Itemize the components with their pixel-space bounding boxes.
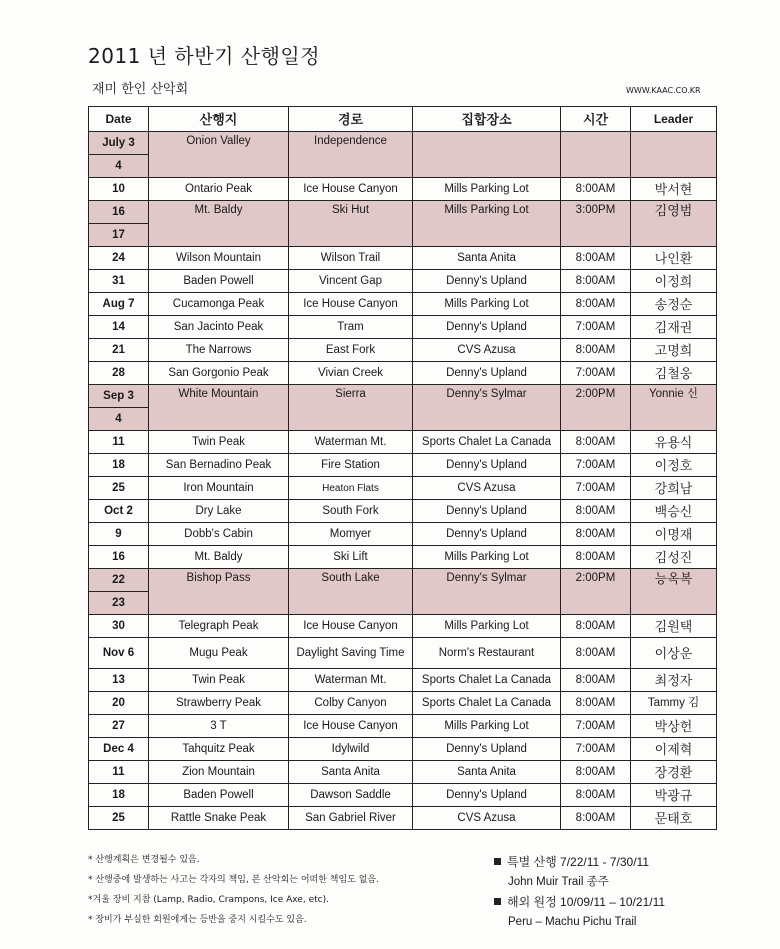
time-cell: 8:00AM xyxy=(561,546,631,569)
route-cell: Waterman Mt. xyxy=(289,431,413,454)
destination-cell: San Bernadino Peak xyxy=(149,454,289,477)
leader-cell: 이제혁 xyxy=(631,738,717,761)
destination-cell: The Narrows xyxy=(149,339,289,362)
date-cell: Dec 4 xyxy=(89,738,149,761)
header-meeting-place: 집합장소 xyxy=(413,107,561,132)
special-trip-2 xyxy=(494,892,665,912)
meeting-place-cell: Denny's Upland xyxy=(413,523,561,546)
destination-cell: Cucamonga Peak xyxy=(149,293,289,316)
date-cell: 11 xyxy=(89,761,149,784)
website-url: WWW.KAAC.CO.KR xyxy=(626,86,701,95)
time-cell: 7:00AM xyxy=(561,316,631,339)
meeting-place-cell: Mills Parking Lot xyxy=(413,201,561,247)
time-cell: 8:00AM xyxy=(561,669,631,692)
schedule-table xyxy=(88,106,717,830)
leader-cell: 고명희 xyxy=(631,339,717,362)
table-row xyxy=(89,638,717,669)
route-cell: Ice House Canyon xyxy=(289,178,413,201)
special-trips xyxy=(494,852,665,932)
date-cell: 16 xyxy=(89,201,149,224)
date-cell: 10 xyxy=(89,178,149,201)
destination-cell: Baden Powell xyxy=(149,784,289,807)
destination-cell: Onion Valley xyxy=(149,132,289,178)
route-cell: Tram xyxy=(289,316,413,339)
route-cell: Ski Hut xyxy=(289,201,413,247)
meeting-place-cell: Sports Chalet La Canada xyxy=(413,431,561,454)
leader-cell: 문태호 xyxy=(631,807,717,830)
route-cell: Dawson Saddle xyxy=(289,784,413,807)
table-row xyxy=(89,784,717,807)
meeting-place-cell: Mills Parking Lot xyxy=(413,615,561,638)
destination-cell: White Mountain xyxy=(149,385,289,431)
destination-cell: Twin Peak xyxy=(149,669,289,692)
destination-cell: Dobb's Cabin xyxy=(149,523,289,546)
time-cell: 8:00AM xyxy=(561,431,631,454)
leader-cell: 박서현 xyxy=(631,178,717,201)
destination-cell: Dry Lake xyxy=(149,500,289,523)
note-item: * 산행중에 발생하는 사고는 각자의 책임, 본 산악회는 어떠한 책임도 없음. xyxy=(88,875,379,885)
table-row xyxy=(89,454,717,477)
square-bullet-icon xyxy=(494,858,501,865)
table-row xyxy=(89,178,717,201)
leader-cell: 이명재 xyxy=(631,523,717,546)
leader-cell: Yonnie 신 xyxy=(631,385,717,431)
date-cell: 4 xyxy=(89,155,149,178)
table-row xyxy=(89,807,717,830)
route-cell: Independence xyxy=(289,132,413,178)
leader-cell: 김영범 xyxy=(631,201,717,247)
date-cell: 18 xyxy=(89,784,149,807)
meeting-place-cell: Mills Parking Lot xyxy=(413,546,561,569)
date-cell: 24 xyxy=(89,247,149,270)
destination-cell: Telegraph Peak xyxy=(149,615,289,638)
table-row xyxy=(89,669,717,692)
table-row xyxy=(89,431,717,454)
leader-cell: Tammy 김 xyxy=(631,692,717,715)
meeting-place-cell: Santa Anita xyxy=(413,761,561,784)
time-cell: 8:00AM xyxy=(561,178,631,201)
table-row xyxy=(89,546,717,569)
table-row xyxy=(89,132,717,155)
meeting-place-cell: CVS Azusa xyxy=(413,807,561,830)
table-row xyxy=(89,715,717,738)
special-trip-dates: 7/22/11 - 7/30/11 xyxy=(560,855,650,869)
destination-cell: Mugu Peak xyxy=(149,638,289,669)
date-cell: 17 xyxy=(89,224,149,247)
route-cell: Ice House Canyon xyxy=(289,715,413,738)
destination-cell: Wilson Mountain xyxy=(149,247,289,270)
leader-cell: 유용식 xyxy=(631,431,717,454)
route-cell: Momyer xyxy=(289,523,413,546)
meeting-place-cell: Norm's Restaurant xyxy=(413,638,561,669)
table-row xyxy=(89,569,717,592)
route-cell: Ski Lift xyxy=(289,546,413,569)
table-row xyxy=(89,362,717,385)
table-header-row xyxy=(89,107,717,132)
route-cell: Ice House Canyon xyxy=(289,615,413,638)
meeting-place-cell: Mills Parking Lot xyxy=(413,293,561,316)
meeting-place-cell: Denny's Upland xyxy=(413,454,561,477)
table-row xyxy=(89,293,717,316)
meeting-place-cell: CVS Azusa xyxy=(413,477,561,500)
organization-name: 재미 한인 산악회 xyxy=(92,82,189,97)
meeting-place-cell: Denny's Upland xyxy=(413,362,561,385)
date-cell: 27 xyxy=(89,715,149,738)
destination-cell: Strawberry Peak xyxy=(149,692,289,715)
destination-cell: Ontario Peak xyxy=(149,178,289,201)
destination-cell: Twin Peak xyxy=(149,431,289,454)
route-cell: Fire Station xyxy=(289,454,413,477)
meeting-place-cell: Santa Anita xyxy=(413,247,561,270)
leader-cell xyxy=(631,132,717,178)
time-cell: 8:00AM xyxy=(561,293,631,316)
time-cell: 8:00AM xyxy=(561,270,631,293)
destination-cell: 3 T xyxy=(149,715,289,738)
time-cell: 7:00AM xyxy=(561,362,631,385)
square-bullet-icon xyxy=(494,898,501,905)
special-trip-label: 특별 산행 xyxy=(507,855,557,869)
table-row xyxy=(89,247,717,270)
route-cell: Santa Anita xyxy=(289,761,413,784)
date-cell: 28 xyxy=(89,362,149,385)
time-cell: 7:00AM xyxy=(561,454,631,477)
table-row xyxy=(89,523,717,546)
route-cell: Ice House Canyon xyxy=(289,293,413,316)
date-cell: 20 xyxy=(89,692,149,715)
leader-cell: 김철웅 xyxy=(631,362,717,385)
route-cell: East Fork xyxy=(289,339,413,362)
header-destination: 산행지 xyxy=(149,107,289,132)
date-cell: Nov 6 xyxy=(89,638,149,669)
leader-cell: 김재권 xyxy=(631,316,717,339)
time-cell: 8:00AM xyxy=(561,339,631,362)
date-cell: Sep 3 xyxy=(89,385,149,408)
leader-cell: 송정순 xyxy=(631,293,717,316)
destination-cell: Bishop Pass xyxy=(149,569,289,615)
date-cell: 21 xyxy=(89,339,149,362)
leader-cell: 이정호 xyxy=(631,454,717,477)
meeting-place-cell: Denny's Upland xyxy=(413,316,561,339)
leader-cell: 장경환 xyxy=(631,761,717,784)
route-cell: San Gabriel River xyxy=(289,807,413,830)
table-row xyxy=(89,738,717,761)
leader-cell: 백승신 xyxy=(631,500,717,523)
time-cell: 8:00AM xyxy=(561,500,631,523)
header-time: 시간 xyxy=(561,107,631,132)
route-cell: Daylight Saving Time xyxy=(289,638,413,669)
route-cell: Heaton Flats xyxy=(289,477,413,500)
meeting-place-cell: Sports Chalet La Canada xyxy=(413,669,561,692)
special-trip-label: 해외 원정 xyxy=(507,895,557,909)
time-cell: 2:00PM xyxy=(561,569,631,615)
destination-cell: Mt. Baldy xyxy=(149,201,289,247)
time-cell: 7:00AM xyxy=(561,738,631,761)
date-cell: July 3 xyxy=(89,132,149,155)
note-item: * 장비가 부실한 회원에게는 등반을 중지 시킬수도 있음. xyxy=(88,915,307,925)
date-cell: 9 xyxy=(89,523,149,546)
table-row xyxy=(89,201,717,224)
leader-cell: 김원택 xyxy=(631,615,717,638)
page-title: 2011 년 하반기 산행일정 xyxy=(88,44,321,68)
destination-cell: San Gorgonio Peak xyxy=(149,362,289,385)
time-cell: 8:00AM xyxy=(561,761,631,784)
time-cell: 8:00AM xyxy=(561,638,631,669)
time-cell: 8:00AM xyxy=(561,615,631,638)
table-row xyxy=(89,477,717,500)
meeting-place-cell: Sports Chalet La Canada xyxy=(413,692,561,715)
destination-cell: Iron Mountain xyxy=(149,477,289,500)
table-row xyxy=(89,385,717,408)
route-cell: Vincent Gap xyxy=(289,270,413,293)
meeting-place-cell: Denny's Sylmar xyxy=(413,569,561,615)
date-cell: Oct 2 xyxy=(89,500,149,523)
special-trip-1 xyxy=(494,852,665,872)
date-cell: 25 xyxy=(89,477,149,500)
route-cell: Wilson Trail xyxy=(289,247,413,270)
schedule-body xyxy=(89,132,717,830)
destination-cell: Rattle Snake Peak xyxy=(149,807,289,830)
time-cell: 7:00AM xyxy=(561,715,631,738)
time-cell: 7:00AM xyxy=(561,477,631,500)
date-cell: 30 xyxy=(89,615,149,638)
table-row xyxy=(89,270,717,293)
route-cell: Waterman Mt. xyxy=(289,669,413,692)
header-date: Date xyxy=(89,107,149,132)
time-cell: 8:00AM xyxy=(561,523,631,546)
notes-list xyxy=(88,850,379,930)
meeting-place-cell: Denny's Upland xyxy=(413,270,561,293)
meeting-place-cell: Mills Parking Lot xyxy=(413,715,561,738)
route-cell: South Fork xyxy=(289,500,413,523)
date-cell: 11 xyxy=(89,431,149,454)
meeting-place-cell: Denny's Upland xyxy=(413,738,561,761)
note-item: * 산행계획은 변경될수 있음. xyxy=(88,855,200,865)
leader-cell: 최정자 xyxy=(631,669,717,692)
date-cell: Aug 7 xyxy=(89,293,149,316)
date-cell: 18 xyxy=(89,454,149,477)
date-cell: 16 xyxy=(89,546,149,569)
time-cell: 8:00AM xyxy=(561,807,631,830)
table-row xyxy=(89,615,717,638)
leader-cell: 이상운 xyxy=(631,638,717,669)
table-row xyxy=(89,692,717,715)
time-cell: 8:00AM xyxy=(561,692,631,715)
header-leader: Leader xyxy=(631,107,717,132)
note-item: *겨울 장비 지참 (Lamp, Radio, Crampons, Ice Axe, etc). xyxy=(88,895,329,905)
route-cell: Sierra xyxy=(289,385,413,431)
destination-cell: Zion Mountain xyxy=(149,761,289,784)
table-row xyxy=(89,761,717,784)
date-cell: 13 xyxy=(89,669,149,692)
time-cell: 8:00AM xyxy=(561,247,631,270)
date-cell: 14 xyxy=(89,316,149,339)
meeting-place-cell xyxy=(413,132,561,178)
time-cell: 3:00PM xyxy=(561,201,631,247)
time-cell: 2:00PM xyxy=(561,385,631,431)
meeting-place-cell: Denny's Sylmar xyxy=(413,385,561,431)
date-cell: 4 xyxy=(89,408,149,431)
leader-cell: 강희남 xyxy=(631,477,717,500)
meeting-place-cell: Mills Parking Lot xyxy=(413,178,561,201)
date-cell: 22 xyxy=(89,569,149,592)
destination-cell: Tahquitz Peak xyxy=(149,738,289,761)
meeting-place-cell: CVS Azusa xyxy=(413,339,561,362)
leader-cell: 이정희 xyxy=(631,270,717,293)
table-row xyxy=(89,339,717,362)
meeting-place-cell: Denny's Upland xyxy=(413,784,561,807)
special-trip-name: Peru – Machu Pichu Trail xyxy=(508,916,637,928)
special-trip-name: John Muir Trail 종주 xyxy=(508,876,609,888)
route-cell: South Lake xyxy=(289,569,413,615)
time-cell: 8:00AM xyxy=(561,784,631,807)
date-cell: 25 xyxy=(89,807,149,830)
special-trip-dates: 10/09/11 – 10/21/11 xyxy=(560,895,666,909)
route-cell: Vivian Creek xyxy=(289,362,413,385)
date-cell: 23 xyxy=(89,592,149,615)
leader-cell: 김성진 xyxy=(631,546,717,569)
meeting-place-cell: Denny's Upland xyxy=(413,500,561,523)
table-row xyxy=(89,316,717,339)
leader-cell: 능옥복 xyxy=(631,569,717,615)
route-cell: Idylwild xyxy=(289,738,413,761)
date-cell: 31 xyxy=(89,270,149,293)
leader-cell: 박광규 xyxy=(631,784,717,807)
time-cell xyxy=(561,132,631,178)
leader-cell: 나인환 xyxy=(631,247,717,270)
table-row xyxy=(89,500,717,523)
leader-cell: 박상헌 xyxy=(631,715,717,738)
destination-cell: San Jacinto Peak xyxy=(149,316,289,339)
header-route: 경로 xyxy=(289,107,413,132)
destination-cell: Baden Powell xyxy=(149,270,289,293)
destination-cell: Mt. Baldy xyxy=(149,546,289,569)
route-cell: Colby Canyon xyxy=(289,692,413,715)
